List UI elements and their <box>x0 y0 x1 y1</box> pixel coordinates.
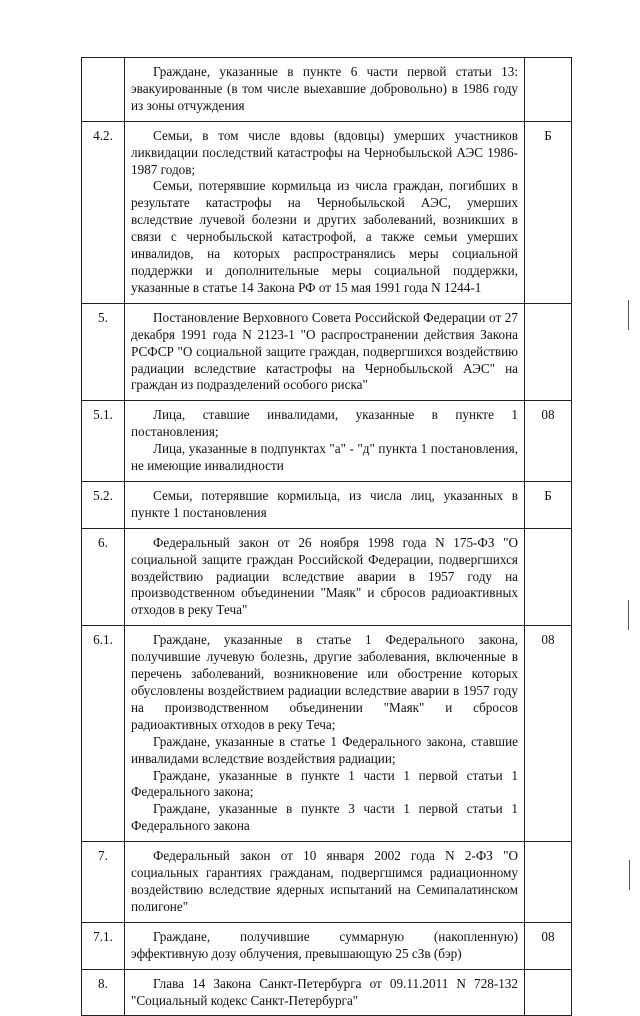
row-paragraph: Постановление Верховного Совета Российской Федерации от 27 декабря 1991 года N 2123-1 "О распространении действия Закона РСФСР "О социальной защите граждан, подвергшихся воздействию радиации вследствие катастрофы на Чернобыльской АЭС" на граждан из подразделений особого риска" <box>131 309 518 393</box>
scan-edge-mark <box>628 600 629 630</box>
row-number: 7. <box>82 842 125 923</box>
row-description <box>125 401 525 482</box>
row-description <box>125 922 525 969</box>
row-code: Б <box>525 481 572 528</box>
scan-edge-mark <box>628 300 629 330</box>
row-number <box>82 58 125 122</box>
row-paragraph: Семьи, потерявшие кормильца из числа граждан, погибших в результате катастрофы на Чернобыльской АЭС, умерших вследствие лучевой болезни и других заболеваний, возникших в связи с чернобыльской катастрофой, а также семьи умерших инвалидов, на которых распространялись меры социальной поддержки и дополнительные меры социальной поддержки, указанные в статье 14 Закона РФ от 15 мая 1991 года N 1244-1 <box>131 178 518 295</box>
table-row <box>82 481 572 528</box>
benefits-table <box>81 57 572 1016</box>
row-paragraph: Граждане, указанные в статье 1 Федерального закона, получившие лучевую болезнь, другие заболевания, включенные в перечень заболеваний, возникновение или обострение которых обусловлены воздействием радиации вследствие аварии в 1957 году на производственном объединении "Маяк" и сбросов радиоактивных отходов в реку Теча; <box>131 632 518 732</box>
row-number: 8. <box>82 969 125 1016</box>
row-number: 5. <box>82 303 125 401</box>
row-paragraph: Федеральный закон от 10 января 2002 года N 2-ФЗ "О социальных гарантиях гражданам, подвергшимся радиационному воздействию вследствие ядерных испытаний на Семипалатинском полигоне" <box>131 848 518 914</box>
row-number: 6. <box>82 528 125 626</box>
row-number: 5.2. <box>82 481 125 528</box>
table-row <box>82 528 572 626</box>
row-code: 08 <box>525 401 572 482</box>
table-row <box>82 401 572 482</box>
row-paragraph: Граждане, указанные в пункте 6 части первой статьи 13: эвакуированные (в том числе выехавшие добровольно) в 1986 году из зоны отчуждения <box>131 64 518 113</box>
table-body <box>82 58 572 1016</box>
row-paragraph: Глава 14 Закона Санкт-Петербурга от 09.11.2011 N 728-132 "Социальный кодекс Санкт-Петербурга" <box>131 975 518 1008</box>
row-paragraph: Семьи, в том числе вдовы (вдовцы) умерших участников ликвидации последствий катастрофы на Чернобыльской АЭС 1986-1987 годов; <box>131 127 518 177</box>
row-description <box>125 969 525 1016</box>
row-description <box>125 626 525 842</box>
scan-edge-mark <box>629 860 630 890</box>
row-number: 7.1. <box>82 922 125 969</box>
row-paragraph: Федеральный закон от 26 ноября 1998 года N 175-ФЗ "О социальной защите граждан Российской Федерации, подвергшихся воздействию радиации вследствие аварии в 1957 году на производственном объединении "Маяк" и сбросов радиоактивных отходов в реку Теча" <box>131 534 518 618</box>
table-row <box>82 626 572 842</box>
row-paragraph: Граждане, указанные в статье 1 Федерального закона, ставшие инвалидами вследствие воздействия радиации; <box>131 733 518 766</box>
row-code <box>525 58 572 122</box>
row-paragraph: Семьи, потерявшие кормильца, из числа лиц, указанных в пункте 1 постановления <box>131 487 518 520</box>
row-description <box>125 303 525 401</box>
row-description <box>125 481 525 528</box>
table-row <box>82 121 572 303</box>
row-code: Б <box>525 121 572 303</box>
table-row <box>82 922 572 969</box>
table-row <box>82 58 572 122</box>
row-paragraph: Лица, ставшие инвалидами, указанные в пункте 1 постановления; <box>131 407 518 440</box>
row-paragraph: Лица, указанные в подпунктах "а" - "д" пункта 1 постановления, не имеющие инвалидности <box>131 441 518 474</box>
row-number: 5.1. <box>82 401 125 482</box>
row-description <box>125 842 525 923</box>
row-number: 6.1. <box>82 626 125 842</box>
row-code <box>525 842 572 923</box>
row-description <box>125 58 525 122</box>
row-description <box>125 528 525 626</box>
row-paragraph: Граждане, получившие суммарную (накопленную) эффективную дозу облучения, превышающую 25 сЗв (бэр) <box>131 928 518 961</box>
table-row <box>82 969 572 1016</box>
row-code <box>525 528 572 626</box>
row-code <box>525 969 572 1016</box>
row-paragraph: Граждане, указанные в пункте 1 части 1 первой статьи 1 Федерального закона; <box>131 767 518 800</box>
table-row <box>82 842 572 923</box>
row-code: 08 <box>525 922 572 969</box>
row-number: 4.2. <box>82 121 125 303</box>
row-description <box>125 121 525 303</box>
row-code: 08 <box>525 626 572 842</box>
row-code <box>525 303 572 401</box>
row-paragraph: Граждане, указанные в пункте 3 части 1 первой статьи 1 Федерального закона <box>131 801 518 834</box>
table-row <box>82 303 572 401</box>
